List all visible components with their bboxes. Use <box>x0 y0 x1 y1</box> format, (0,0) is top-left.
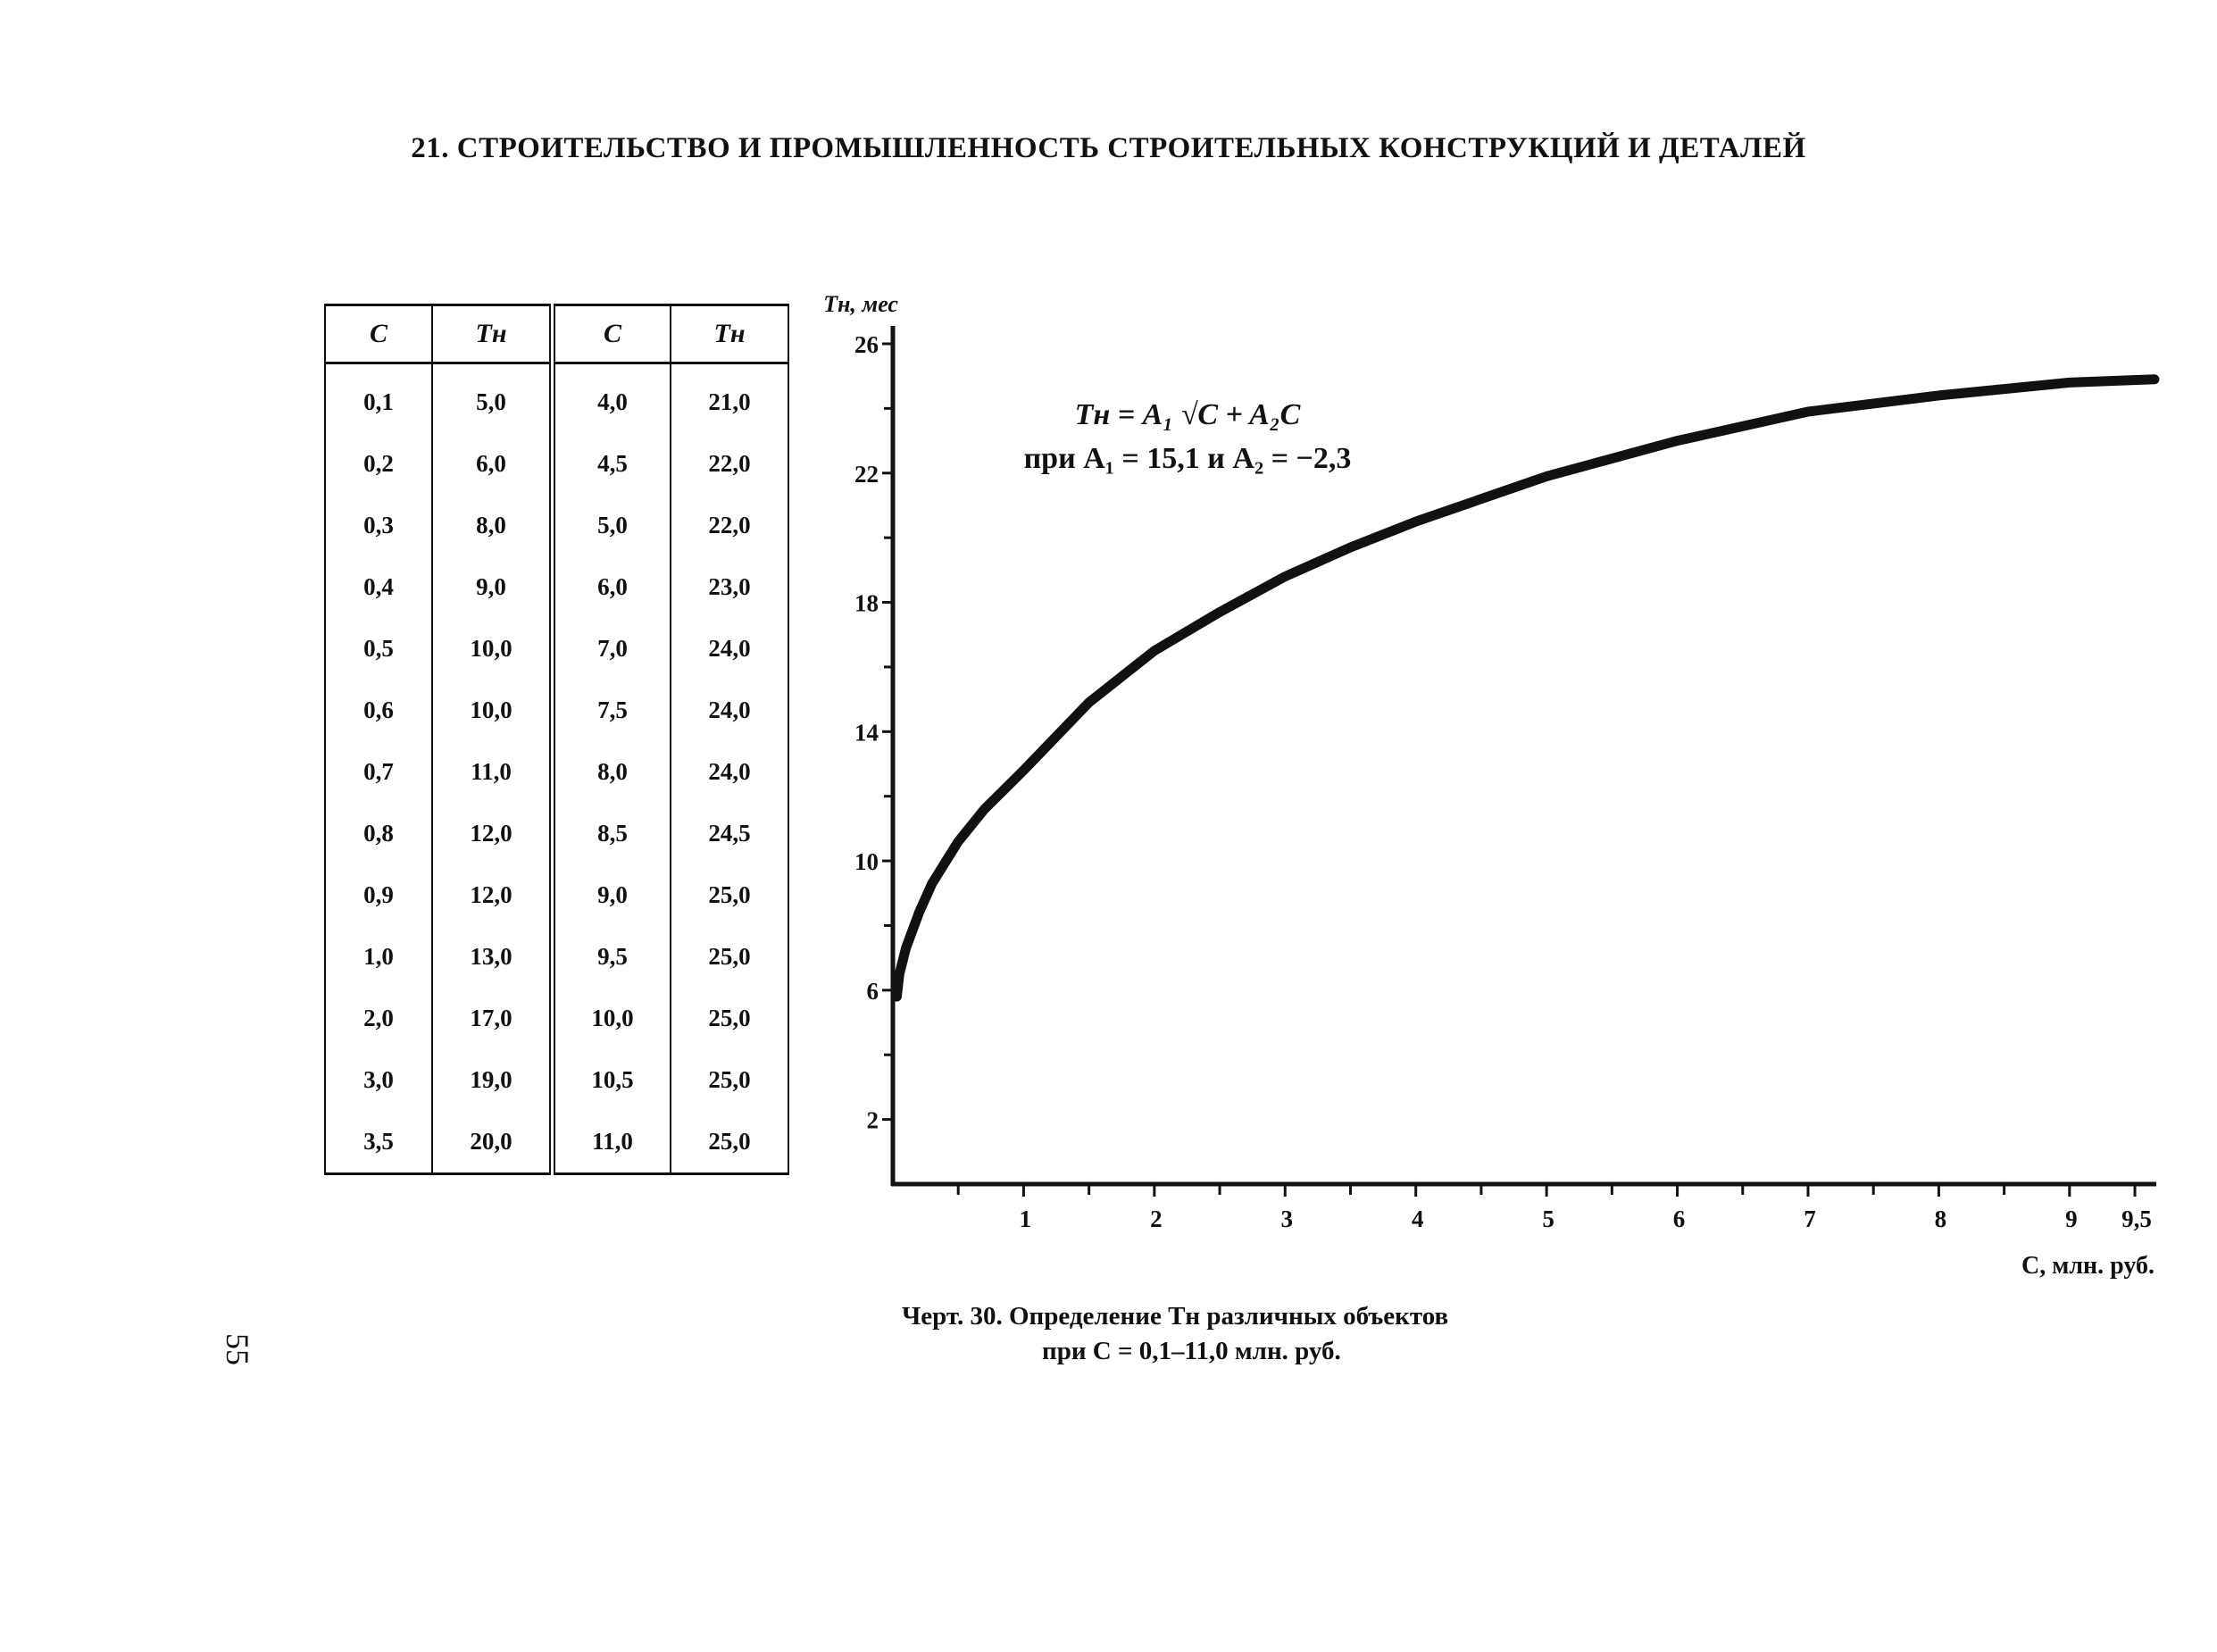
table-header-c: C <box>553 305 671 363</box>
table-row <box>325 433 788 495</box>
table-cell: 9,0 <box>553 864 671 926</box>
table-cell: 10,5 <box>553 1049 671 1111</box>
y-tick-label: 26 <box>854 331 879 358</box>
table-cell: 0,2 <box>325 433 432 495</box>
table-row <box>325 363 788 434</box>
table-body <box>325 363 788 1174</box>
table-cell: 24,0 <box>671 741 788 803</box>
table-cell: 7,0 <box>553 618 671 680</box>
x-tick-label: 9,5 <box>2121 1206 2152 1232</box>
table-cell: 13,0 <box>432 926 553 988</box>
table-cell: 4,0 <box>553 363 671 434</box>
table-cell: 10,0 <box>432 618 553 680</box>
table-cell: 5,0 <box>432 363 553 434</box>
table-cell: 0,4 <box>325 556 432 618</box>
table-cell: 0,3 <box>325 495 432 556</box>
table-cell: 19,0 <box>432 1049 553 1111</box>
table-cell: 0,1 <box>325 363 432 434</box>
table-cell: 24,5 <box>671 803 788 864</box>
table-row <box>325 988 788 1049</box>
formula-main: Tн = A₁ √C + A₂C <box>1074 398 1301 431</box>
table-cell: 22,0 <box>671 433 788 495</box>
table-cell: 10,0 <box>553 988 671 1049</box>
caption-line1: Черт. 30. Определение Tн различных объектов <box>902 1302 1449 1331</box>
table-cell: 9,0 <box>432 556 553 618</box>
table-cell: 4,5 <box>553 433 671 495</box>
table-cell: 8,0 <box>432 495 553 556</box>
table-row <box>325 1111 788 1174</box>
page-header: 21. СТРОИТЕЛЬСТВО И ПРОМЫШЛЕННОСТЬ СТРОИТЕЛЬНЫХ КОНСТРУКЦИЙ И ДЕТАЛЕЙ <box>411 132 1806 164</box>
y-tick-label: 22 <box>854 460 879 488</box>
table-cell: 25,0 <box>671 864 788 926</box>
table-header-row <box>325 305 788 363</box>
table-row <box>325 803 788 864</box>
table-cell: 9,5 <box>553 926 671 988</box>
table-cell: 3,0 <box>325 1049 432 1111</box>
x-tick-label: 1 <box>1019 1206 1032 1232</box>
chart-svg <box>768 286 2161 1286</box>
table-cell: 8,0 <box>553 741 671 803</box>
table-cell: 10,0 <box>432 680 553 741</box>
data-table <box>324 304 789 1175</box>
formula-params: при A₁ = 15,1 и A₂ = −2,3 <box>1023 442 1352 476</box>
x-tick-label: 7 <box>1804 1206 1816 1232</box>
table-cell: 25,0 <box>671 926 788 988</box>
table-header-tn: Tн <box>432 305 553 363</box>
table-row <box>325 926 788 988</box>
table-cell: 0,6 <box>325 680 432 741</box>
table-row <box>325 741 788 803</box>
table-cell: 6,0 <box>432 433 553 495</box>
y-tick-label: 6 <box>866 977 879 1005</box>
table-cell: 25,0 <box>671 1049 788 1111</box>
chart-caption <box>902 1299 1448 1369</box>
y-axis-label: Tн, мес <box>823 291 898 317</box>
table-row <box>325 1049 788 1111</box>
table-cell: 11,0 <box>553 1111 671 1174</box>
chart <box>768 286 2161 1286</box>
table-cell: 0,7 <box>325 741 432 803</box>
table-cell: 22,0 <box>671 495 788 556</box>
table-cell: 12,0 <box>432 803 553 864</box>
table-cell: 7,5 <box>553 680 671 741</box>
y-tick-label: 14 <box>854 719 879 747</box>
x-tick-label: 6 <box>1672 1206 1686 1232</box>
table-cell: 0,8 <box>325 803 432 864</box>
table-cell: 21,0 <box>671 363 788 434</box>
table-row <box>325 618 788 680</box>
table-cell: 24,0 <box>671 618 788 680</box>
table-header-tn: Tн <box>671 305 788 363</box>
table-cell: 23,0 <box>671 556 788 618</box>
x-tick-label: 5 <box>1542 1206 1554 1232</box>
x-tick-label: 3 <box>1280 1206 1294 1232</box>
y-tick-label: 18 <box>854 589 879 617</box>
table-cell: 20,0 <box>432 1111 553 1174</box>
caption-line2: при C = 0,1–11,0 млн. руб. <box>1042 1337 1341 1366</box>
x-tick-label: 9 <box>2065 1206 2078 1232</box>
table-row <box>325 680 788 741</box>
y-tick-label: 2 <box>866 1106 879 1134</box>
table-cell: 0,5 <box>325 618 432 680</box>
x-axis-label: С, млн. руб. <box>2021 1252 2154 1280</box>
y-tick-label: 10 <box>854 848 879 876</box>
table-cell: 17,0 <box>432 988 553 1049</box>
table-cell: 6,0 <box>553 556 671 618</box>
table-cell: 11,0 <box>432 741 553 803</box>
table-cell: 24,0 <box>671 680 788 741</box>
table-cell: 8,5 <box>553 803 671 864</box>
page-number: 55 <box>220 1333 255 1365</box>
table-header-c: C <box>325 305 432 363</box>
table-cell: 25,0 <box>671 988 788 1049</box>
table-row <box>325 556 788 618</box>
table-cell: 0,9 <box>325 864 432 926</box>
table-cell: 2,0 <box>325 988 432 1049</box>
x-tick-label: 2 <box>1150 1206 1163 1232</box>
table-cell: 5,0 <box>553 495 671 556</box>
table-row <box>325 495 788 556</box>
formula <box>1009 393 1366 481</box>
table-cell: 25,0 <box>671 1111 788 1174</box>
table-cell: 3,5 <box>325 1111 432 1174</box>
table-cell: 1,0 <box>325 926 432 988</box>
x-tick-label: 4 <box>1411 1206 1424 1232</box>
table-row <box>325 864 788 926</box>
table-cell: 12,0 <box>432 864 553 926</box>
x-tick-label: 8 <box>1934 1206 1947 1232</box>
